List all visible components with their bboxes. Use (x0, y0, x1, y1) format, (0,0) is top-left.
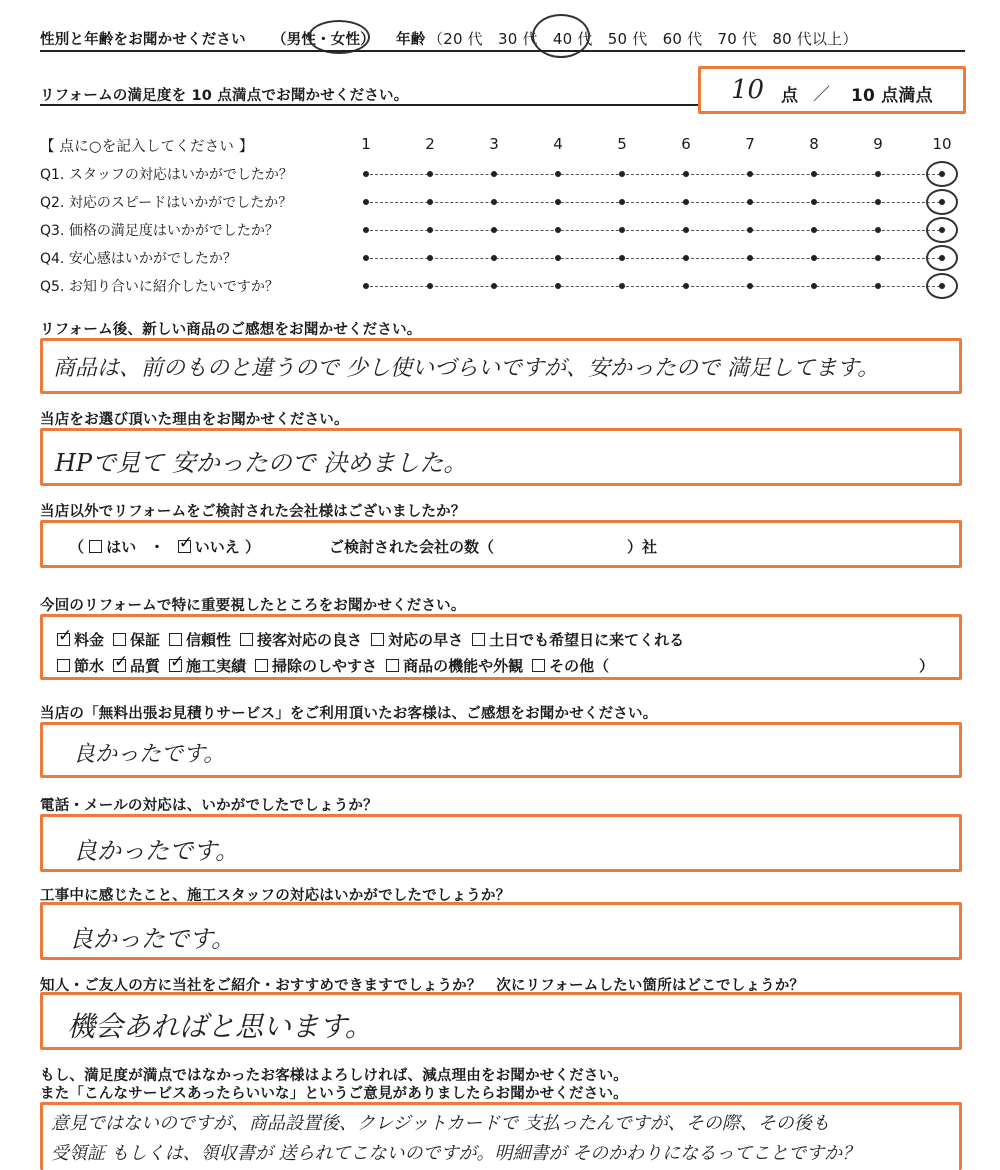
estimate-service-box[interactable] (40, 722, 962, 778)
rating-dot-q1-1[interactable] (363, 171, 369, 177)
close-paren: ） (245, 538, 261, 556)
priority-row2-option-2 (113, 657, 160, 675)
rating-dot-q4-7[interactable] (747, 255, 753, 261)
gender-options: （男性・女性） (272, 32, 375, 48)
impression-label: リフォーム後、新しい商品のご感想をお聞かせください。 (40, 322, 422, 338)
rating-dot-q2-7[interactable] (747, 199, 753, 205)
deduction-answer-line-2: 受領証 もしくは、領収書が 送られてこないのですが。明細書が そのかわりになるってことですか？ (51, 1143, 861, 1164)
rating-dot-q2-6[interactable] (683, 199, 689, 205)
rating-line-q3 (365, 230, 945, 231)
scale-tick-4: 4 (553, 135, 563, 153)
satisfaction-score-box[interactable] (698, 66, 966, 114)
rating-dot-q1-3[interactable] (491, 171, 497, 177)
scale-tick-1: 1 (361, 135, 371, 153)
rating-line-q4 (365, 258, 945, 259)
question-3: Q3. 価格の満足度はいかがでしたか？ (40, 223, 279, 239)
phone-mail-label: 電話・メールの対応は、いかがでしたでしょうか？ (40, 798, 378, 814)
priority-row1-checkbox-2[interactable] (113, 633, 126, 646)
construction-box[interactable] (40, 902, 962, 960)
priority-row2-option-6 (532, 657, 609, 675)
priority-row2-label-4: 掃除のしやすさ (272, 657, 378, 675)
rating-dot-q5-5[interactable] (619, 283, 625, 289)
yes-label: はい (106, 538, 137, 556)
priority-row2-checkbox-6[interactable] (532, 659, 545, 672)
age-options: （20 代 30 代 40 代 50 代 60 代 70 代 80 代以上） (428, 30, 858, 48)
rating-dot-q4-6[interactable] (683, 255, 689, 261)
scale-tick-7: 7 (745, 135, 755, 153)
age-label: 年齢 (396, 32, 426, 48)
priority-row2-checkbox-3[interactable] (169, 659, 182, 672)
rating-dot-q3-3[interactable] (491, 227, 497, 233)
priority-row2-label-2: 品質 (130, 657, 161, 675)
rating-dot-q5-2[interactable] (427, 283, 433, 289)
satisfaction-max: 10 点満点 (851, 86, 933, 106)
rating-dot-q3-5[interactable] (619, 227, 625, 233)
other-companies-box (40, 520, 962, 568)
priority-row1-label-2: 保証 (130, 631, 161, 649)
gender-female-circle (308, 20, 370, 54)
rating-answer-circle-q5 (926, 273, 958, 299)
rating-dot-q4-1[interactable] (363, 255, 369, 261)
rating-instruction: 【 点に○を記入してください 】 (40, 139, 254, 155)
priorities-row-1 (57, 629, 693, 650)
rating-dot-q5-4[interactable] (555, 283, 561, 289)
company-count-suffix: ）社 (627, 538, 658, 556)
rating-dot-q3-4[interactable] (555, 227, 561, 233)
no-label: いいえ (194, 538, 240, 556)
priority-row1-checkbox-1[interactable] (57, 633, 70, 646)
satisfaction-rule (40, 104, 700, 106)
rating-dot-q5-8[interactable] (811, 283, 817, 289)
impression-answer-box[interactable] (40, 338, 962, 394)
estimate-service-answer: 良かったです。 (73, 742, 226, 767)
priority-row2-checkbox-1[interactable] (57, 659, 70, 672)
priorities-label: 今回のリフォームで特に重要視したところをお聞かせください。 (40, 598, 466, 614)
rating-dot-q4-4[interactable] (555, 255, 561, 261)
priority-row2-option-3 (169, 657, 246, 675)
rating-dot-q2-4[interactable] (555, 199, 561, 205)
priority-row1-option-4 (240, 631, 362, 649)
scale-tick-10: 10 (932, 135, 952, 153)
priority-row1-option-2 (113, 631, 160, 649)
priority-row2-option-4 (255, 657, 377, 675)
rating-dot-q3-8[interactable] (811, 227, 817, 233)
question-5: Q5. お知り合いに紹介したいですか？ (40, 279, 279, 295)
priority-row2-label-1: 節水 (74, 657, 105, 675)
scale-tick-9: 9 (873, 135, 883, 153)
priority-row1-option-3 (169, 631, 231, 649)
rating-dot-q3-2[interactable] (427, 227, 433, 233)
deduction-box[interactable] (40, 1102, 962, 1170)
rating-answer-circle-q2 (926, 189, 958, 215)
rating-answer-circle-q3 (926, 217, 958, 243)
priority-row2-label-3: 施工実績 (186, 657, 247, 675)
priority-row2-label-6: その他（ (549, 657, 610, 675)
referral-label: 知人・ご友人の方に当社をご紹介・おすすめできますでしょうか？ 次にリフォームしたい箇所はどこでしょうか？ (40, 978, 805, 994)
rating-answer-circle-q4 (926, 245, 958, 271)
satisfaction-slash: ／ (813, 85, 831, 105)
rating-dot-q1-9[interactable] (875, 171, 881, 177)
rating-dot-q5-7[interactable] (747, 283, 753, 289)
priority-row1-option-1 (57, 631, 104, 649)
rating-dot-q4-2[interactable] (427, 255, 433, 261)
rating-dot-q1-6[interactable] (683, 171, 689, 177)
rating-dot-q2-8[interactable] (811, 199, 817, 205)
priority-row1-checkbox-6[interactable] (472, 633, 485, 646)
rating-dot-q1-4[interactable] (555, 171, 561, 177)
rating-dot-q1-7[interactable] (747, 171, 753, 177)
referral-box[interactable] (40, 992, 962, 1050)
priority-row1-label-1: 料金 (74, 631, 105, 649)
deduction-label-2: また「こんなサービスあったらいいな」というご意見がありましたらお聞かせください。 (40, 1086, 628, 1102)
rating-dot-q1-5[interactable] (619, 171, 625, 177)
rating-dot-q3-1[interactable] (363, 227, 369, 233)
rating-dot-q4-9[interactable] (875, 255, 881, 261)
rating-dot-q5-6[interactable] (683, 283, 689, 289)
estimate-service-label: 当店の「無料出張お見積りサービス」をご利用頂いたお客様は、ご感想をお聞かせください。 (40, 706, 658, 722)
rating-line-q2 (365, 202, 945, 203)
rating-dot-q3-6[interactable] (683, 227, 689, 233)
rating-line-q1 (365, 174, 945, 175)
rating-dot-q2-5[interactable] (619, 199, 625, 205)
phone-mail-answer: 良かったです。 (73, 837, 240, 865)
priority-row2-option-1 (57, 657, 104, 675)
header-rule (40, 50, 965, 52)
other-companies-options (69, 536, 260, 557)
rating-dot-q1-2[interactable] (427, 171, 433, 177)
referral-answer: 機会あればと思います。 (67, 1010, 373, 1043)
priority-row2-checkbox-2[interactable] (113, 659, 126, 672)
rating-dot-q4-3[interactable] (491, 255, 497, 261)
priority-row1-label-4: 接客対応の良さ (257, 631, 363, 649)
question-4: Q4. 安心感はいかがでしたか？ (40, 251, 237, 267)
priority-row1-option-6 (472, 631, 684, 649)
priority-row1-label-3: 信頼性 (186, 631, 232, 649)
rating-dot-q4-8[interactable] (811, 255, 817, 261)
question-2: Q2. 対応のスピードはいかがでしたか？ (40, 195, 293, 211)
rating-dot-q4-5[interactable] (619, 255, 625, 261)
rating-dot-q3-9[interactable] (875, 227, 881, 233)
scale-tick-6: 6 (681, 135, 691, 153)
yes-checkbox[interactable] (89, 540, 102, 553)
priority-row1-label-5: 対応の早さ (388, 631, 464, 649)
rating-dot-q1-8[interactable] (811, 171, 817, 177)
priority-row1-label-6: 土日でも希望日に来てくれる (489, 631, 685, 649)
no-checkbox[interactable] (178, 540, 191, 553)
reason-answer-box[interactable] (40, 428, 962, 486)
question-1: Q1. スタッフの対応はいかがでしたか？ (40, 167, 293, 183)
rating-dot-q2-9[interactable] (875, 199, 881, 205)
priority-row1-option-5 (371, 631, 463, 649)
rating-line-q5 (365, 286, 945, 287)
priority-row1-checkbox-5[interactable] (371, 633, 384, 646)
reason-answer: HPで見て 安かったので 決めました。 (55, 449, 468, 477)
satisfaction-score: 10 (731, 75, 765, 105)
rating-dot-q2-3[interactable] (491, 199, 497, 205)
separator-dot: ・ (149, 538, 165, 556)
satisfaction-unit: 点 (781, 86, 799, 106)
other-companies-label: 当店以外でリフォームをご検討された会社様はございましたか？ (40, 504, 466, 520)
rating-dot-q2-2[interactable] (427, 199, 433, 205)
priority-row1-checkbox-3[interactable] (169, 633, 182, 646)
rating-dot-q3-7[interactable] (747, 227, 753, 233)
priorities-row-2 (57, 655, 618, 676)
impression-answer: 商品は、前のものと違うので 少し使いづらいですが、安かったので 満足してます。 (53, 356, 880, 381)
deduction-answer-line-1: 意見ではないのですが、商品設置後、クレジットカードで 支払ったんですが、その際、その後も (51, 1113, 830, 1134)
priorities-box (40, 614, 962, 680)
rating-dot-q5-1[interactable] (363, 283, 369, 289)
reason-label: 当店をお選び頂いた理由をお聞かせください。 (40, 412, 349, 428)
priority-row1-checkbox-4[interactable] (240, 633, 253, 646)
priority-row2-checkbox-5[interactable] (386, 659, 399, 672)
scale-tick-3: 3 (489, 135, 499, 153)
open-paren: （ (69, 538, 85, 556)
rating-dot-q5-3[interactable] (491, 283, 497, 289)
priority-row2-option-5 (386, 657, 523, 675)
satisfaction-label: リフォームの満足度を 10 点満点でお聞かせください。 (40, 88, 409, 104)
priority-row2-checkbox-4[interactable] (255, 659, 268, 672)
rating-dot-q5-9[interactable] (875, 283, 881, 289)
scale-tick-2: 2 (425, 135, 435, 153)
deduction-label-1: もし、満足度が満点ではなかったお客様はよろしければ、減点理由をお聞かせください。 (40, 1068, 628, 1084)
rating-answer-circle-q1 (926, 161, 958, 187)
gender-age-label: 性別と年齢をお聞かせください (40, 32, 246, 48)
rating-dot-q2-1[interactable] (363, 199, 369, 205)
priority-row2-label-5: 商品の機能や外観 (403, 657, 524, 675)
scale-tick-8: 8 (809, 135, 819, 153)
construction-label: 工事中に感じたこと、施工スタッフの対応はいかがでしたでしょうか？ (40, 888, 511, 904)
priorities-other-close: ） (919, 657, 935, 675)
construction-answer: 良かったです。 (69, 925, 236, 953)
phone-mail-box[interactable] (40, 814, 962, 872)
scale-tick-5: 5 (617, 135, 627, 153)
company-count-label: ご検討された会社の数（ (329, 538, 495, 556)
